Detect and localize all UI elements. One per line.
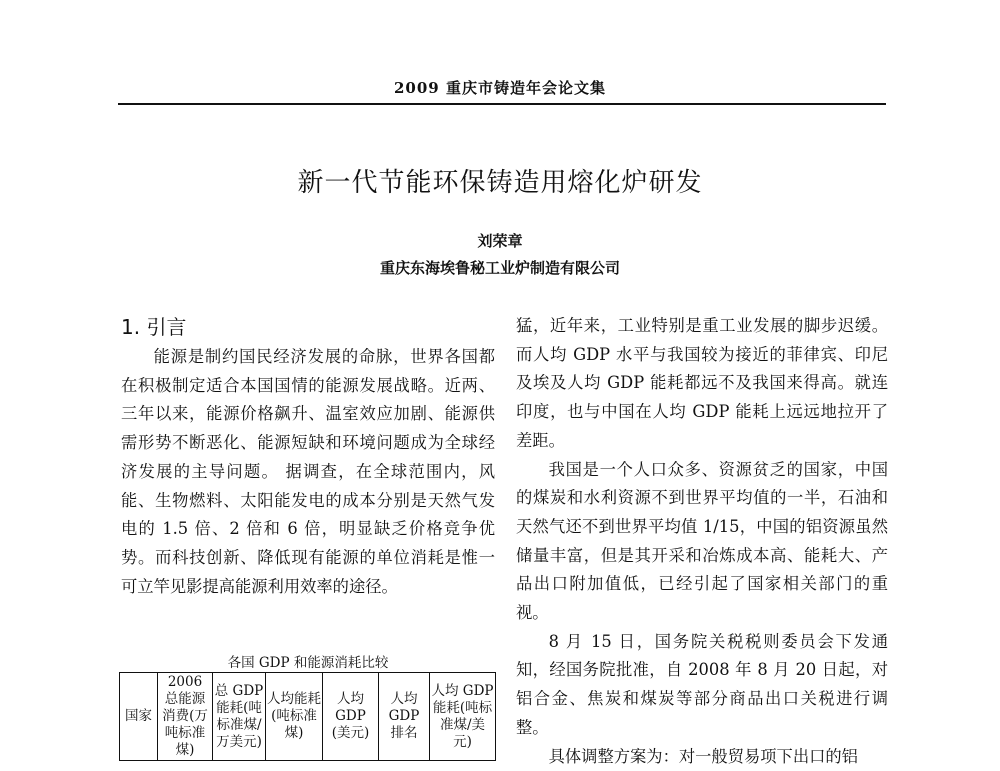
right-column bbox=[516, 312, 888, 771]
table-header-row bbox=[120, 673, 496, 761]
table-caption: 各国 GDP 和能源消耗比较 bbox=[227, 655, 389, 671]
paragraph-resources: 我国是一个人口众多、资源贫乏的国家，中国的煤炭和水利资源不到世界平均值的一半，石油和天然气还不到世界平均值 1/15，中国的铝资源虽然储量丰富，但是其开采和冶炼成本高、能耗大、产品出口附加值低，已经引起了国家相关部门的重视。 bbox=[516, 459, 888, 623]
table-header-cell: 总 GDP 能耗(吨标准煤/万美元) bbox=[213, 673, 266, 761]
energy-comparison-table bbox=[119, 672, 496, 761]
paragraph-intro: 能源是制约国民经济发展的命脉，世界各国都在积极制定适合本国国情的能源发展战略。近两、三年以来，能源价格飙升、温室效应加剧、能源供需形势不断恶化、能源短缺和环境问题成为全球经济发展的主导问题。 据调查，在全球范围内，风能、生物燃料、太阳能发电的成本分别是天然气发电的 1.5 倍、2 倍和 6 倍，明显缺乏价格竞争优势。而科技创新、降低现有能源的单位消耗是惟一可立竿见影提高能源利用效率的途径。 bbox=[121, 347, 495, 596]
table-header-cell: 人均 GDP (美元) bbox=[323, 673, 379, 761]
table-header-cell: 2006 总能源消费(万吨标准煤) bbox=[158, 673, 213, 761]
section-heading: 1. 引言 bbox=[121, 315, 187, 339]
table-header-cell: 人均 GDP 能耗(吨标准煤/美元) bbox=[430, 673, 496, 761]
left-column bbox=[121, 312, 495, 601]
running-header: 2009 重庆市铸造年会论文集 bbox=[394, 79, 606, 97]
header-rule bbox=[118, 103, 886, 105]
author-name: 刘荣章 bbox=[477, 232, 523, 250]
paragraph-adjustment-plan: 具体调整方案为：对一般贸易项下出口的铝 bbox=[548, 746, 858, 766]
table-header-cell: 人均 GDP 排名 bbox=[379, 673, 430, 761]
table-header-cell: 人均能耗(吨标准煤) bbox=[266, 673, 323, 761]
table-header-cell: 国家 bbox=[120, 673, 158, 761]
paper-title: 新一代节能环保铸造用熔化炉研发 bbox=[297, 168, 703, 198]
paragraph-continued: 猛，近年来，工业特别是重工业发展的脚步迟缓。而人均 GDP 水平与我国较为接近的菲律宾、印尼及埃及人均 GDP 能耗都远不及我国来得高。就连印度，也与中国在人均 GDP 能耗上远远地拉开了差距。 bbox=[516, 316, 888, 450]
paragraph-tariff-notice: 8 月 15 日，国务院关税税则委员会下发通知，经国务院批准，自 2008 年 8 月 20 日起，对铝合金、焦炭和煤炭等部分商品出口关税进行调整。 bbox=[516, 631, 888, 737]
author-affiliation: 重庆东海埃鲁秘工业炉制造有限公司 bbox=[379, 259, 620, 277]
